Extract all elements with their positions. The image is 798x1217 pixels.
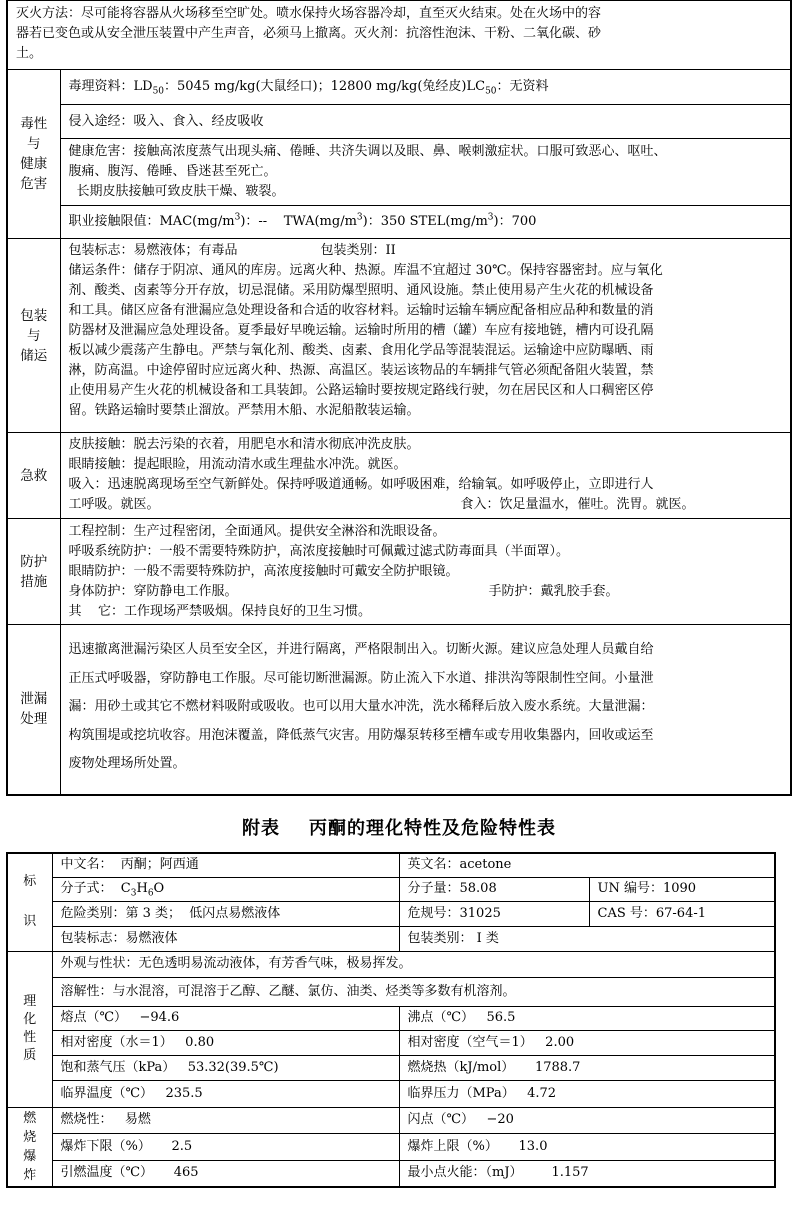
hazard-number: 危规号：31025 [399, 901, 589, 926]
flash-point: 闪点（℃） −20 [399, 1107, 775, 1133]
un-number: UN 编号：1090 [589, 877, 775, 901]
physchem-header: 理 化 性 质 [7, 951, 52, 1107]
spill-header: 泄漏 处理 [7, 625, 60, 795]
storage-row [7, 239, 791, 433]
vapor-pressure: 饱和蒸气压（kPa） 53.32(39.5℃) [52, 1055, 399, 1080]
heat-of-combustion: 燃烧热（kJ/mol） 1788.7 [399, 1055, 775, 1080]
appendix-title: 附表 丙酮的理化特性及危险特性表 [241, 818, 557, 839]
firstaid-cell: 皮肤接触：脱去污染的衣着，用肥皂水和清水彻底冲洗皮肤。 眼睛接触：提起眼睑，用流动清水或生理盐水冲洗。就医。 吸入：迅速脱离现场至空气新鲜处。保持呼吸道通畅。如呼吸困难，给输氧。如呼吸停止，立即进行人 工呼吸。就医。 食入：饮足量温水，催吐。洗胃。就医。 [60, 433, 791, 519]
health-row [7, 139, 791, 206]
pack-mark: 包装标志：易燃液体 [52, 926, 399, 951]
cas-number: CAS 号：67-64-1 [589, 901, 775, 926]
fire-line: 灭火方法：尽可能将容器从火场移至空旷处。喷水保持火场容器冷却，直至灭火结束。处在火场中的容 [16, 6, 602, 21]
firstaid-row [7, 433, 791, 519]
critical-pressure: 临界压力（MPa） 4.72 [399, 1080, 775, 1107]
ident-header: 标 识 [7, 853, 52, 951]
fire-fighting-row [7, 1, 791, 70]
combustion-header: 燃 烧 爆 炸 [7, 1107, 52, 1187]
firstaid-header: 急救 [7, 433, 60, 519]
oel-row [7, 206, 791, 239]
tox-data-cell: 毒理资料：$LD_{50}$：5045 mg/kg(大鼠经口)；12800 mg/kg(兔经皮)$LC_{50}$：无资料 [60, 70, 791, 105]
route-row [7, 105, 791, 139]
storage-header: 包装 与 储运 [7, 239, 60, 433]
oel-cell: 职业接触限值：$MAC(mg/m^3)$：-- $TWA(mg/m^3)$：350 $STEL(mg/m^3)$：700 [60, 206, 791, 239]
flammability: 燃烧性： 易燃 [52, 1107, 399, 1133]
en-name: 英文名：acetone [399, 853, 775, 877]
acetone-properties-table [6, 852, 776, 1188]
hazard-class: 危险类别：第 3 类； 低闪点易燃液体 [52, 901, 399, 926]
relative-density-water: 相对密度（水＝1） 0.80 [52, 1030, 399, 1055]
storage-cell: 包装标志：易燃液体；有毒品 包装类别：II 储运条件：储存于阴凉、通风的库房。远离火种、热源。库温不宜超过 30℃。保持容器密封。应与氧化 剂、酸类、卤素等分开存放，切忌混储。采用防爆型照明、通风设施。禁止使用易产生火花的机械设备 和工具。储区应备有泄漏应急处理设备和合适的收容材料。运输时运输车辆应配备相应品种和数量的消 防器材及泄漏应急处理设备。夏季最好早晚运输。运输时所用的槽（罐）车应有接地链，槽内可设孔隔 板以减少震荡产生静电。严禁与氧化剂、酸类、卤素、食用化学品等混装混运。运输途中应防曝晒、雨 淋，防高温。中途停留时应远离火种、热源、高温区。装运该物品的车辆排气管必须配备阻火装置，禁 止使用易产生火花的机械设备和工具装卸。公路运输时要按规定路线行驶，勿在居民区和人口稠密区停 留。铁路运输时要禁止溜放。严禁用木船、水泥船散装运输。 [60, 239, 791, 433]
minimum-ignition-energy: 最小点火能：（mJ） 1.157 [399, 1160, 775, 1187]
toxicity-header: 毒性 与 健康 危害 [7, 70, 60, 239]
protection-cell: 工程控制：生产过程密闭，全面通风。提供安全淋浴和洗眼设备。 呼吸系统防护：一般不需要特殊防护，高浓度接触时可佩戴过滤式防毒面具（半面罩）。 眼睛防护：一般不需要特殊防护，高浓度接触时可戴安全防护眼镜。 身体防护：穿防静电工作服。 手防护：戴乳胶手套。 其 它：工作现场严禁吸烟。保持良好的卫生习惯。 [60, 519, 791, 625]
boiling-point: 沸点（℃） 56.5 [399, 1006, 775, 1030]
spill-cell: 迅速撤离泄漏污染区人员至安全区，并进行隔离，严格限制出入。切断火源。建议应急处理人员戴自给 正压式呼吸器，穿防静电工作服。尽可能切断泄漏源。防止流入下水道、排洪沟等限制性空间。小量泄 漏：用砂土或其它不燃材料吸附或吸收。也可以用大量水冲洗，洗水稀释后放入废水系统。大量泄漏： 构筑围堤或挖坑收容。用泡沫覆盖，降低蒸气灾害。用防爆泵转移至槽车或专用收集器内，回收或运至 废物处理场所处置。 [60, 625, 791, 795]
lower-explosive-limit: 爆炸下限（%） 2.5 [52, 1133, 399, 1160]
health-cell: 健康危害：接触高浓度蒸气出现头痛、倦睡、共济失调以及眼、鼻、喉刺激症状。口服可致恶心、呕吐、 腹痛、腹泻、倦睡、昏迷甚至死亡。 长期皮肤接触可致皮肤干燥、皲裂。 [60, 139, 791, 206]
formula: 分子式： $C_3H_6O$ [52, 877, 399, 901]
ignition-temperature: 引燃温度（℃） 465 [52, 1160, 399, 1187]
cn-name: 中文名： 丙酮；阿西通 [52, 853, 399, 877]
melting-point: 熔点（℃） −94.6 [52, 1006, 399, 1030]
solubility: 溶解性：与水混溶，可混溶于乙醇、乙醚、氯仿、油类、烃类等多数有机溶剂。 [52, 977, 775, 1006]
fire-fighting-cell [7, 1, 791, 70]
route-cell: 侵入途经：吸入、食入、经皮吸收 [60, 105, 791, 139]
relative-density-air: 相对密度（空气＝1） 2.00 [399, 1030, 775, 1055]
fire-line: 器若已变色或从安全泄压装置中产生声音，必须马上撤离。灭火剂：抗溶性泡沫、干粉、二氧化碳、砂 [16, 26, 602, 41]
critical-temperature: 临界温度（℃） 235.5 [52, 1080, 399, 1107]
pack-class: 包装类别：II [320, 243, 396, 258]
upper-explosive-limit: 爆炸上限（%） 13.0 [399, 1133, 775, 1160]
fire-line: 土。 [16, 46, 43, 61]
molecular-weight: 分子量：58.08 [399, 877, 589, 901]
hazard-info-table [6, 0, 792, 796]
pack-mark: 包装标志：易燃液体；有毒品 [68, 243, 238, 258]
spill-row [7, 625, 791, 795]
protection-header: 防护 措施 [7, 519, 60, 625]
pack-class: 包装类别： I 类 [399, 926, 775, 951]
appearance: 外观与性状：无色透明易流动液体，有芳香气味，极易挥发。 [52, 951, 775, 977]
protection-row [7, 519, 791, 625]
tox-data-row [7, 70, 791, 105]
